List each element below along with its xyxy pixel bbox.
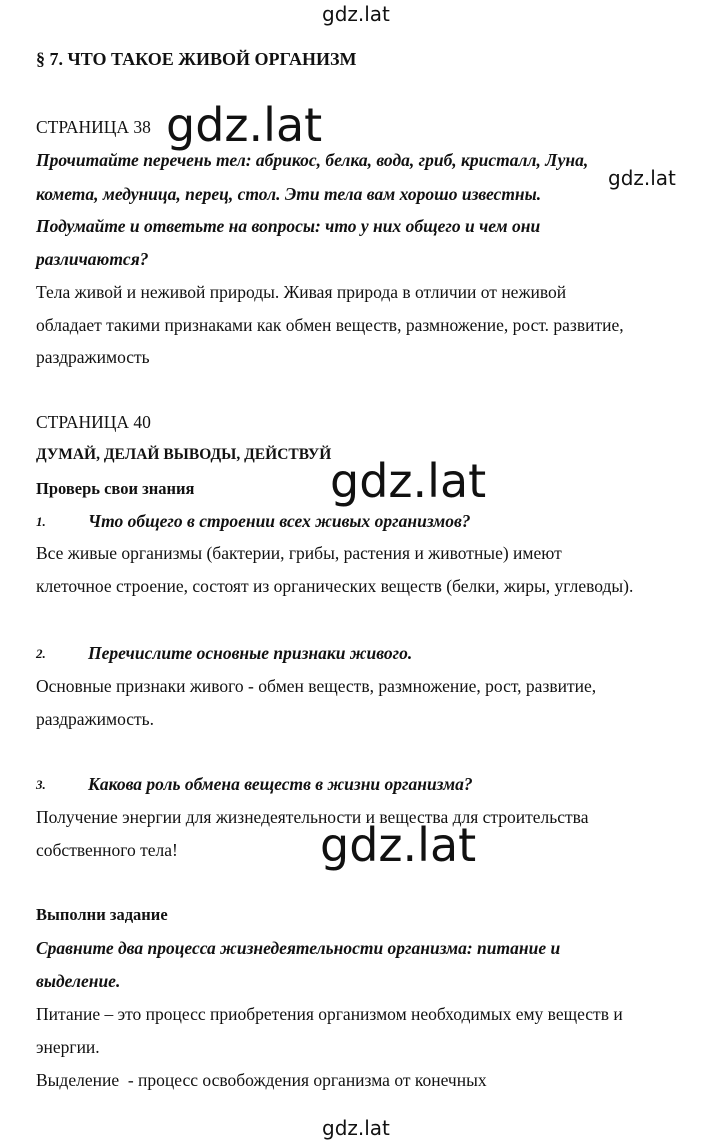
heading-number: § 7 [36,49,59,69]
exercise-title: Выполни задание [36,905,168,924]
question-2-answer-2: раздражимость. [36,709,155,729]
exercise-answer-2: энергии. [36,1037,100,1057]
watermark-bottom: gdz.lat [322,1116,390,1140]
question-1-number: 1. [36,514,46,529]
exercise-task-1: Сравните два процесса жизнедеятельности организма: питание и [36,938,561,958]
task1-line-3: Подумайте и ответьте на вопросы: что у них общего и чем они [36,216,541,236]
question-3-text: Какова роль обмена веществ в жизни организма? [88,774,473,794]
task1-line-2: комета, медуница, перец, стол. Эти тела вам хорошо известны. [36,184,542,204]
section-title: ДУМАЙ, ДЕЛАЙ ВЫВОДЫ, ДЕЙСТВУЙ [36,446,332,463]
page-label-38: СТРАНИЦА 38 [36,117,151,137]
heading-separator: . [58,49,68,69]
question-3-number: 3. [36,777,46,792]
task1-answer-1: Тела живой и неживой природы. Живая природа в отличии от неживой [36,282,567,302]
watermark-4: gdz.lat [320,818,477,872]
task1-line-1: Прочитайте перечень тел: абрикос, белка, вода, гриб, кристалл, Луна, [36,150,589,170]
question-1-text: Что общего в строении всех живых организмов? [88,511,471,531]
page-label-40: СТРАНИЦА 40 [36,412,151,432]
question-3-answer-1: Получение энергии для жизнедеятельности и вещества для строительства [36,807,589,827]
question-2-number: 2. [36,646,46,661]
section-heading [36,49,356,70]
question-2-answer-1: Основные признаки живого - обмен веществ, размножение, рост, развитие, [36,676,597,696]
question-3-answer-2: собственного тела! [36,840,178,860]
task1-answer-3: раздражимость [36,347,150,367]
watermark-1: gdz.lat [166,98,323,152]
question-2-text: Перечислите основные признаки живого. [88,643,413,663]
exercise-answer-3: Выделение - процесс освобождения организма от конечных [36,1070,487,1090]
watermark-top: gdz.lat [322,2,390,26]
exercise-answer-1: Питание – это процесс приобретения организмом необходимых ему веществ и [36,1004,623,1024]
watermark-3: gdz.lat [330,454,487,508]
question-1-answer-2: клеточное строение, состоят из органических веществ (белки, жиры, углеводы). [36,576,634,596]
watermark-2: gdz.lat [608,166,676,190]
question-1-answer-1: Все живые организмы (бактерии, грибы, растения и животные) имеют [36,543,562,563]
task1-line-4: различаются? [36,249,149,269]
task1-answer-2: обладает такими признаками как обмен веществ, размножение, рост. развитие, [36,315,624,335]
heading-title: ЧТО ТАКОЕ ЖИВОЙ ОРГАНИЗМ [67,49,357,69]
exercise-task-2: выделение. [36,971,121,991]
subsection-title: Проверь свои знания [36,479,195,498]
